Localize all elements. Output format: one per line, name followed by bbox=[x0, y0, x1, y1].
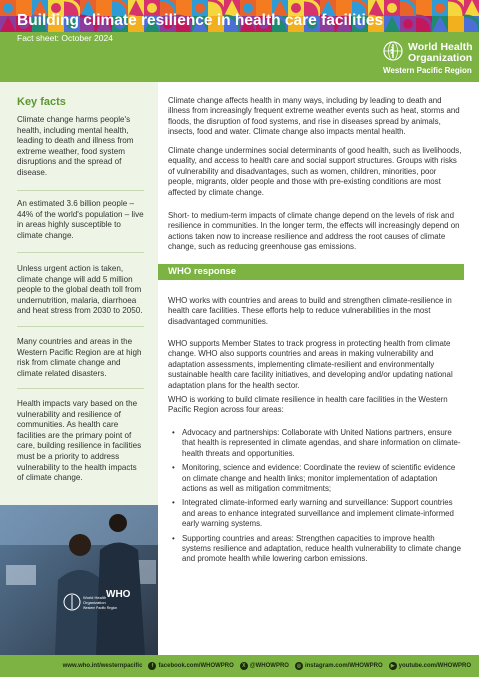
key-fact-divider bbox=[17, 388, 144, 389]
response-paragraph: WHO supports Member States to track progress in protecting health from climate change. WHO also supports countries and areas in making vulnerability and adaptation assessments, implementing climate-resilient and environmentally sustainable health care facility initiatives, and developing and/or updating national adaptation plans for the health sector. bbox=[168, 339, 453, 390]
instagram-link[interactable] bbox=[295, 662, 383, 670]
response-paragraph: WHO is working to build climate resilience in health care facilities in the Western Pacific Region across four areas: bbox=[168, 395, 448, 415]
website-link[interactable] bbox=[63, 663, 143, 669]
pattern-dot bbox=[451, 19, 461, 29]
facebook-icon: f bbox=[148, 662, 156, 670]
website-text: www.who.int/westernpacific bbox=[62, 663, 143, 669]
x-twitter-icon: X bbox=[240, 662, 248, 670]
key-fact-item: An estimated 3.6 billion people – 44% of the world's population – live in areas highly susceptible to climate change. bbox=[17, 199, 144, 240]
key-fact-item: Health impacts vary based on the vulnerability and resilience of communities. As health care facilities are the primary point of care, building resilience in facilities must be a priority to address vulnerability to the health impacts of climate change. bbox=[17, 399, 142, 483]
twitter-text: @WHOWPRO bbox=[249, 663, 289, 669]
key-fact-divider bbox=[17, 190, 144, 191]
who-region-name: Western Pacific Region bbox=[383, 66, 472, 75]
key-fact-item: Climate change harms people's health, including mental health, leading to death and illness from extreme weather, food system disruptions and the spread of disease. bbox=[17, 115, 134, 177]
who-emblem-icon bbox=[383, 41, 403, 61]
facebook-text: facebook.com/WHOWPRO bbox=[158, 663, 234, 669]
list-item: • Advocacy and partnerships: Collaborate with United Nations partners, ensure that health is represented in climate agendas, and share information on climate-health threats and opportunities. bbox=[172, 428, 462, 459]
intro-paragraph: Climate change affects health in many ways, including by leading to death and illness from increasingly frequent extreme weather events such as heat, storms and floods, the disruption of food systems, and rise in diseases spread by animals, insects, food and water. Climate change also impacts mental health. bbox=[168, 96, 460, 137]
who-org-name-line1: World Health bbox=[408, 41, 473, 53]
twitter-link[interactable] bbox=[240, 662, 289, 670]
staff-photo bbox=[0, 505, 158, 655]
footer-bar bbox=[0, 655, 479, 677]
pattern-dot bbox=[435, 3, 445, 13]
page-subtitle: Fact sheet: October 2024 bbox=[17, 33, 113, 43]
who-org-name bbox=[408, 42, 473, 63]
badge-text-line3: Western Pacific Region bbox=[83, 606, 118, 610]
vest-text: WHO bbox=[106, 589, 131, 600]
key-fact-item: Many countries and areas in the Western Pacific Region are at high risk from climate change and climate related disasters. bbox=[17, 337, 142, 378]
response-paragraph: WHO works with countries and areas to build and strengthen climate-resilience in health care facilities. These efforts help to reduce vulnerabilities in the most disadvantaged communities. bbox=[168, 296, 452, 326]
youtube-icon: ▶ bbox=[389, 662, 397, 670]
pattern-dot bbox=[403, 19, 413, 29]
list-item: • Supporting countries and areas: Strengthen capacities to improve health systems resilience and adaptation, reduce health vulnerability to climate change and promote health while lowering carbon emissions. bbox=[172, 534, 462, 565]
intro-paragraph: Short- to medium-term impacts of climate change depend on the levels of risk and resilience in communities. In the longer term, the effects will increasingly depend on actions taken now to increase resilience and address the root causes of climate change, such as reducing greenhouse gas emissions. bbox=[168, 211, 460, 252]
instagram-icon: ◎ bbox=[296, 663, 302, 669]
section-title: WHO response bbox=[168, 266, 237, 277]
pattern-dot bbox=[387, 3, 397, 13]
pattern-dot bbox=[3, 3, 13, 13]
footer-links bbox=[63, 662, 471, 670]
list-item: • Monitoring, science and evidence: Coordinate the review of scientific evidence on climate change and health links; monitor implementation of adaptation actions as well as mitigation commitments; bbox=[172, 463, 462, 494]
intro-paragraph: Climate change undermines social determinants of good health, such as livelihoods, equality, and access to health care and social support structures. Groups with risks of vulnerability and disadvantages, such as women, children, minorities, poor people, migrants, older people and those with pre-existing conditions are most affected by climate change. bbox=[168, 146, 462, 197]
instagram-text: instagram.com/WHOWPRO bbox=[304, 663, 383, 669]
focus-areas-list bbox=[172, 428, 462, 569]
key-fact-divider bbox=[17, 252, 144, 253]
list-item: • Integrated climate-informed early warning and surveillance: Support countries and areas to enhance integrated surveillance and implement climate-informed early warning systems. bbox=[172, 498, 462, 529]
facebook-link[interactable] bbox=[148, 662, 233, 670]
who-org-name-line2: Organization bbox=[408, 51, 473, 64]
youtube-link[interactable] bbox=[389, 662, 471, 670]
page-title: Building climate resilience in health care facilities bbox=[17, 12, 384, 29]
key-fact-item: Unless urgent action is taken, climate change will add 5 million people to the global death toll from undernutrition, malaria, diarrhoea and heat stress from 2030 to 2050. bbox=[17, 264, 143, 316]
key-fact-divider bbox=[17, 326, 144, 327]
key-facts-title: Key facts bbox=[17, 96, 66, 108]
youtube-text: youtube.com/WHOWPRO bbox=[398, 663, 471, 669]
badge-text-line1: World Health bbox=[83, 595, 107, 600]
badge-text-line2: Organization bbox=[83, 600, 106, 605]
